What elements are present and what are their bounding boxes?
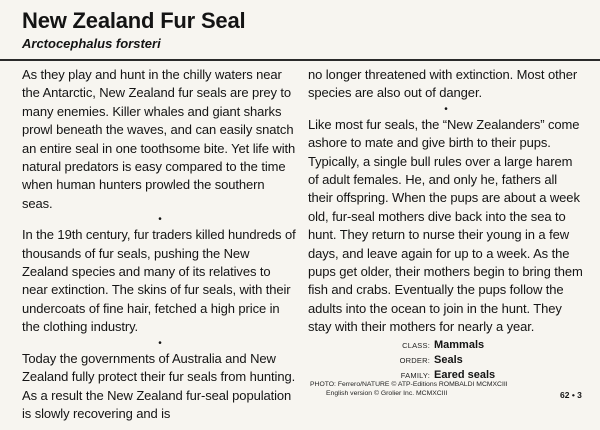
paragraph-protection: Today the governments of Australia and New Zealand fully protect their fur seals from hunting. As a result the New Zealand fur-seal population is slowly recovering and is [22, 350, 296, 421]
card-number: 62 • 3 [560, 390, 582, 400]
bullet-separator: • [158, 337, 162, 349]
photo-credits [310, 380, 508, 398]
bullet-separator: • [444, 103, 448, 115]
header-divider [0, 59, 600, 61]
scientific-name: Arctocephalus forsteri [22, 36, 161, 51]
family-label: FAMILY: [400, 371, 430, 380]
paragraph-extinction: no longer threatened with extinction. Most other species are also out of danger. [308, 67, 578, 101]
bullet-separator: • [158, 214, 162, 226]
credit-line-english: English version © Grolier Inc. MCMXCIII [326, 390, 448, 397]
class-row [394, 338, 495, 353]
class-value: Mammals [434, 339, 485, 351]
paragraph-predators: As they play and hunt in the chilly waters near the Antarctic, New Zealand fur seals are prey to many enemies. Killer whales and giant sharks prowl beneath the waves, and can easily snatch an entire seal in one toothsome bite. Yet life with natural predators is easy compared to the time when human hunters prowled the southern seas. [22, 67, 296, 211]
credit-line-photo: PHOTO: Ferrero/NATURE © ATP-Editions ROMBALDI MCMXCIII [310, 381, 508, 388]
order-label: ORDER: [399, 356, 430, 365]
order-row [394, 353, 495, 368]
right-column [308, 66, 584, 337]
paragraph-breeding: Like most fur seals, the “New Zealanders” come ashore to mate and give birth to their pups. Typically, a single bull rules over a large harem of adult females. He, and only he, fathers all their offspring. When the pups are about a week old, fur-seal mothers dive back into the sea to hunt. They return to nurse their young in a few days, and leave again for up to a week. As the pups get older, their mothers begin to bring them fish and crabs. Eventually the pups follow the adults into the ocean to join in the hunt. They stay with their mothers for nearly a year. [308, 116, 583, 335]
family-value: Eared seals [434, 369, 496, 381]
class-label: CLASS: [402, 341, 430, 350]
card-title: New Zealand Fur Seal [22, 8, 246, 33]
paragraph-fur-traders: In the 19th century, fur traders killed hundreds of thousands of fur seals, pushing the New Zealand species and many of its relatives to near extinction. The skins of fur seals, with their undercoats of fine hair, fetched a high price in the clothing industry. [22, 227, 296, 335]
classification-block [394, 338, 495, 383]
left-column [22, 66, 298, 423]
order-value: Seals [434, 354, 463, 366]
